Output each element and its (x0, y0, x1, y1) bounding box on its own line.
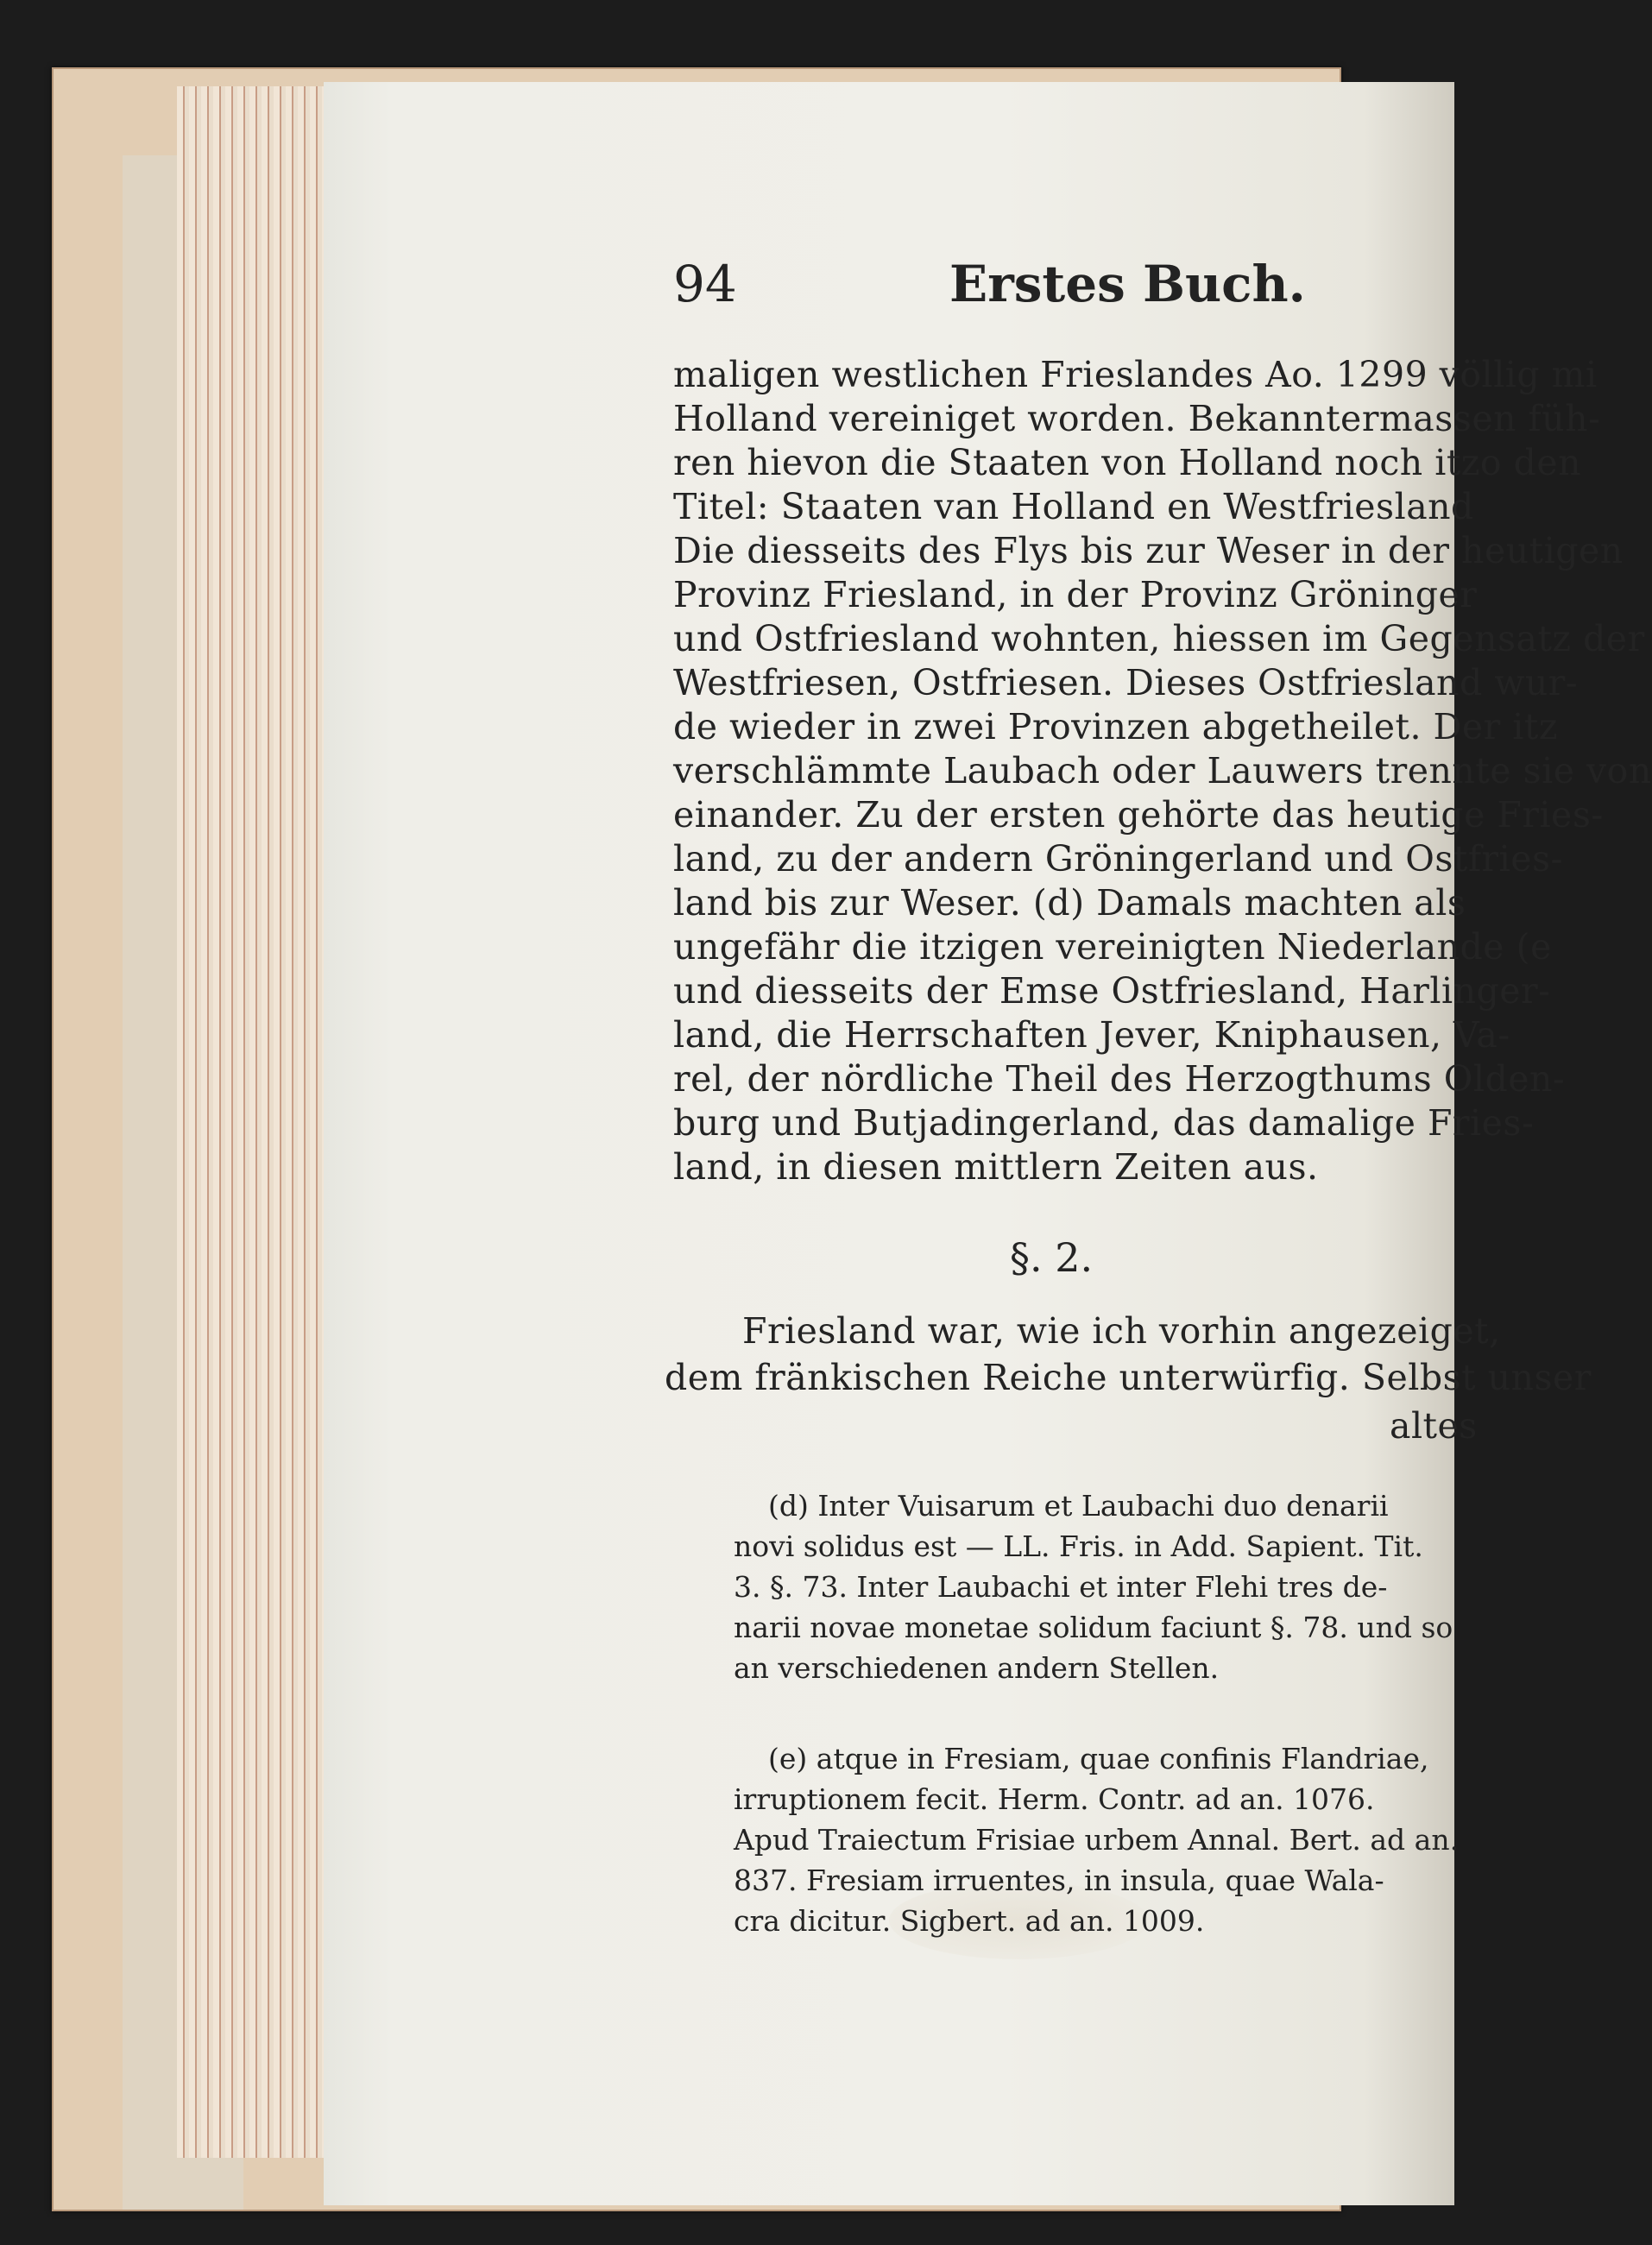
body-line: und Ostfriesland wohnten, hiessen im Gegensatz der (673, 618, 1645, 659)
body-line: Titel: Staaten van Holland en Westfriesland (673, 486, 1474, 527)
footnote-line: irruptionem fecit. Herm. Contr. ad an. 1076. (734, 1782, 1375, 1816)
body-line: land, die Herrschaften Jever, Kniphausen, Va- (673, 1014, 1510, 1056)
page-header (673, 255, 1312, 324)
body-line: ren hievon die Staaten von Holland noch itzo den (673, 442, 1582, 483)
body-line: maligen westlichen Frieslandes Ao. 1299 völlig mi (673, 354, 1598, 395)
body-line: rel, der nördliche Theil des Herzogthums Olden- (673, 1058, 1566, 1100)
page-number: 94 (673, 255, 737, 313)
body-line: land, in diesen mittlern Zeiten aus. (673, 1146, 1319, 1188)
body-line: Holland vereiniget worden. Bekanntermassen füh- (673, 398, 1601, 439)
footnote-line: 3. §. 73. Inter Laubachi et inter Flehi tres de- (734, 1570, 1388, 1604)
body-line: verschlämmte Laubach oder Lauwers trennte sie von (673, 750, 1652, 791)
body-line: Die diesseits des Flys bis zur Weser in der heutigen (673, 530, 1624, 571)
body-line: Westfriesen, Ostfriesen. Dieses Ostfriesland wur- (673, 662, 1579, 703)
footnote-line: an verschiedenen andern Stellen. (734, 1651, 1220, 1685)
body-line: land, zu der andern Gröningerland und Ostfries- (673, 838, 1563, 880)
running-title: Erstes Buch. (949, 255, 1306, 313)
catchword: altes (1390, 1405, 1478, 1447)
page-edges (177, 86, 328, 2158)
footnote-line: 837. Fresiam irruentes, in insula, quae Wala- (734, 1863, 1384, 1897)
footnote-line: (d) Inter Vuisarum et Laubachi duo denarii (768, 1489, 1389, 1523)
footnote-line: Apud Traiectum Frisiae urbem Annal. Bert. ad an. (734, 1823, 1460, 1857)
body-line: ungefähr die itzigen vereinigten Niederlande (e (673, 926, 1552, 968)
footnote-line: novi solidus est — LL. Fris. in Add. Sapient. Tit. (734, 1529, 1423, 1563)
footnote-line: (e) atque in Fresiam, quae confinis Flandriae, (768, 1742, 1429, 1775)
body-line: land bis zur Weser. (d) Damals machten als (673, 882, 1466, 924)
body-line: und diesseits der Emse Ostfriesland, Harlinger- (673, 970, 1551, 1012)
section-heading: §. 2. (1010, 1234, 1094, 1281)
body-line: de wieder in zwei Provinzen abgetheilet. Der itz (673, 706, 1558, 747)
body-line: einander. Zu der ersten gehörte das heutige Fries- (673, 794, 1604, 836)
footnote-line: narii novae monetae solidum faciunt §. 78. und so (734, 1611, 1453, 1644)
body-line: burg und Butjadingerland, das damalige Fries- (673, 1102, 1535, 1144)
footnote-line: cra dicitur. Sigbert. ad an. 1009. (734, 1904, 1205, 1938)
section-line: dem fränkischen Reiche unterwürfig. Selbst unser (665, 1357, 1592, 1398)
body-line: Provinz Friesland, in der Provinz Gröninger (673, 574, 1478, 615)
section-line: Friesland war, wie ich vorhin angezeiget, (742, 1310, 1501, 1352)
